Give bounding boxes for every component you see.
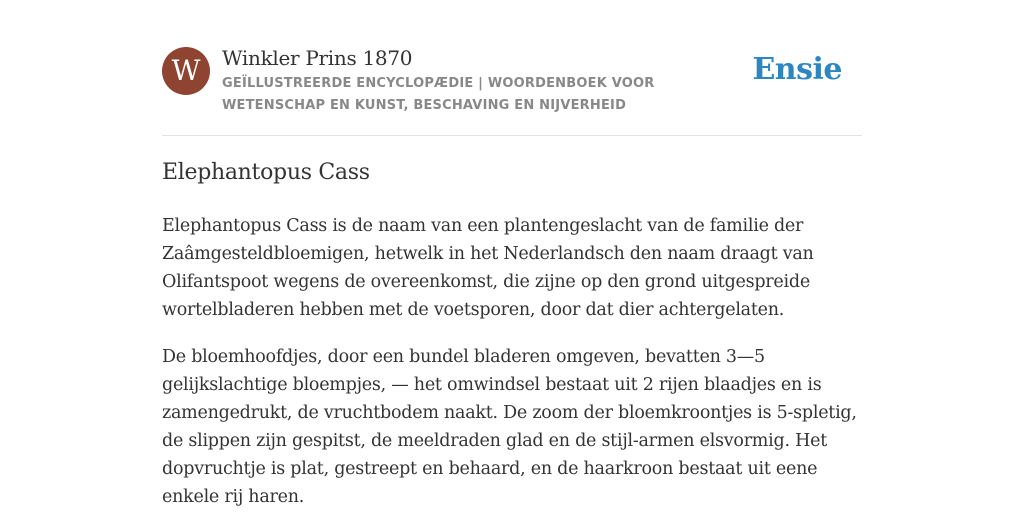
ensie-logo[interactable]: Ensie [752,52,842,87]
article-paragraph: Elephantopus Cass is de naam van een plantengeslacht van de familie der Zaâmgesteldbloemigen, hetwelk in het Nederlandsch den naam draagt van Olifantspoot wegens de overeenkomst, die zijne op den grond uitgespreide wortelbladeren hebben met de voetsporen, door dat dier achtergelaten. [162,216,814,320]
article-title: Elephantopus Cass [162,160,370,185]
article-paragraph: De bloemhoofdjes, door een bundel bladeren omgeven, bevatten 3—5 gelijkslachtige bloempjes, — het omwindsel bestaat uit 2 rijen blaadjes en is zamengedrukt, de vruchtbodem naakt. De zoom der bloemkroontjes is 5-spletig, de slippen zijn gespitst, de meeldraden glad en de stijl-armen elsvormig. Het dopvruchtje is plat, gestreept en behaard, en de haarkroon bestaat uit eene enkele rij haren. [162,347,857,507]
source-title[interactable]: Winkler Prins 1870 [222,46,413,70]
source-subtitle: GEÏLLUSTREERDE ENCYCLOPÆDIE | WOORDENBOEK VOOR WETENSCHAP EN KUNST, BESCHAVING EN NIJVERHEID [222,76,655,113]
source-header [162,40,862,136]
avatar[interactable]: W [162,47,210,95]
article-body [162,212,862,512]
